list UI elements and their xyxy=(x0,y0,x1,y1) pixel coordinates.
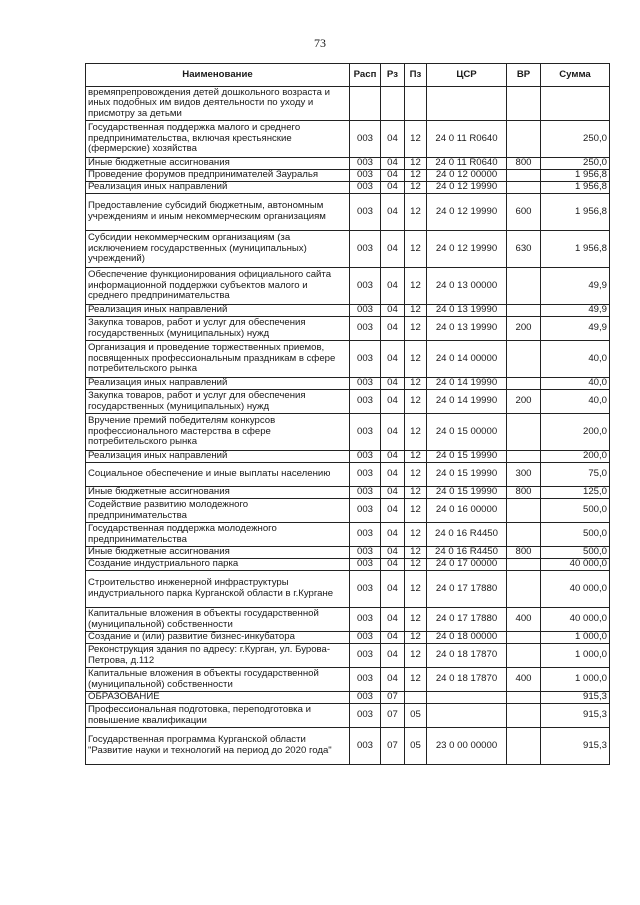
row-sum-cell: 40 000,0 xyxy=(541,559,610,571)
row-name-cell: Социальное обеспечение и иные выплаты населению xyxy=(86,463,350,487)
row-sum-cell: 915,3 xyxy=(541,692,610,704)
row-pz-cell: 12 xyxy=(405,608,427,632)
row-rz-cell: 04 xyxy=(381,341,405,378)
row-vr-cell xyxy=(507,499,541,523)
row-pz-cell: 05 xyxy=(405,728,427,765)
row-rasp-cell: 003 xyxy=(350,158,381,170)
table-row xyxy=(86,608,610,632)
row-sum-cell: 250,0 xyxy=(541,158,610,170)
row-rz-cell: 04 xyxy=(381,121,405,158)
row-vr-cell: 800 xyxy=(507,547,541,559)
table-header-row xyxy=(86,64,610,87)
row-sum-cell: 1 956,8 xyxy=(541,231,610,268)
row-name-cell: Реализация иных направлений xyxy=(86,305,350,317)
table-row xyxy=(86,87,610,121)
table-row xyxy=(86,341,610,378)
row-pz-cell: 12 xyxy=(405,390,427,414)
row-vr-cell xyxy=(507,341,541,378)
row-vr-cell xyxy=(507,692,541,704)
row-rz-cell: 04 xyxy=(381,547,405,559)
row-rasp-cell: 003 xyxy=(350,608,381,632)
row-pz-cell: 12 xyxy=(405,121,427,158)
row-sum-cell: 49,9 xyxy=(541,268,610,305)
row-rasp-cell: 003 xyxy=(350,571,381,608)
row-rasp-cell xyxy=(350,87,381,121)
row-vr-cell: 800 xyxy=(507,487,541,499)
column-header-rasp: Расп xyxy=(350,64,381,87)
row-rz-cell: 04 xyxy=(381,414,405,451)
row-csr-cell: 24 0 14 00000 xyxy=(427,341,507,378)
row-name-cell: времяпрепровождения детей дошкольного возраста и иных подобных им видов деятельности по уходу и присмотру за детьми xyxy=(86,87,350,121)
row-rasp-cell: 003 xyxy=(350,414,381,451)
row-name-cell: Закупка товаров, работ и услуг для обеспечения государственных (муниципальных) нужд xyxy=(86,390,350,414)
row-csr-cell: 24 0 16 R4450 xyxy=(427,547,507,559)
row-pz-cell: 12 xyxy=(405,231,427,268)
row-rz-cell: 07 xyxy=(381,728,405,765)
row-rasp-cell: 003 xyxy=(350,182,381,194)
row-rz-cell: 04 xyxy=(381,559,405,571)
table-row xyxy=(86,559,610,571)
row-rasp-cell: 003 xyxy=(350,632,381,644)
row-rz-cell: 04 xyxy=(381,305,405,317)
row-vr-cell xyxy=(507,378,541,390)
row-csr-cell: 24 0 12 19990 xyxy=(427,231,507,268)
row-rasp-cell: 003 xyxy=(350,668,381,692)
row-name-cell: Обеспечение функционирования официального сайта информационной поддержки субъектов малого и среднего предпринимательства xyxy=(86,268,350,305)
table-row xyxy=(86,487,610,499)
row-rasp-cell: 003 xyxy=(350,390,381,414)
row-rz-cell: 04 xyxy=(381,378,405,390)
row-pz-cell: 12 xyxy=(405,170,427,182)
table-row xyxy=(86,692,610,704)
row-rasp-cell: 003 xyxy=(350,378,381,390)
row-name-cell: Государственная программа Курганской области "Развитие науки и технологий на период до 2020 года" xyxy=(86,728,350,765)
row-pz-cell xyxy=(405,692,427,704)
row-rasp-cell: 003 xyxy=(350,451,381,463)
row-sum-cell: 125,0 xyxy=(541,487,610,499)
column-header-csr: ЦСР xyxy=(427,64,507,87)
row-vr-cell: 400 xyxy=(507,608,541,632)
row-name-cell: Реализация иных направлений xyxy=(86,378,350,390)
row-csr-cell: 24 0 18 00000 xyxy=(427,632,507,644)
row-pz-cell: 12 xyxy=(405,523,427,547)
row-rasp-cell: 003 xyxy=(350,499,381,523)
row-sum-cell: 200,0 xyxy=(541,451,610,463)
row-rz-cell: 04 xyxy=(381,608,405,632)
row-name-cell: Капитальные вложения в объекты государственной (муниципальной) собственности xyxy=(86,668,350,692)
row-name-cell: Реализация иных направлений xyxy=(86,451,350,463)
column-header-name: Наименование xyxy=(86,64,350,87)
row-rasp-cell: 003 xyxy=(350,317,381,341)
row-vr-cell: 800 xyxy=(507,158,541,170)
table-row xyxy=(86,317,610,341)
row-vr-cell: 300 xyxy=(507,463,541,487)
table-row xyxy=(86,728,610,765)
row-name-cell: Создание и (или) развитие бизнес-инкубатора xyxy=(86,632,350,644)
row-name-cell: Субсидии некоммерческим организациям (за исключением государственных (муниципальных) учреждений) xyxy=(86,231,350,268)
row-csr-cell: 24 0 12 19990 xyxy=(427,194,507,231)
row-rz-cell: 04 xyxy=(381,487,405,499)
row-pz-cell: 05 xyxy=(405,704,427,728)
row-vr-cell xyxy=(507,87,541,121)
row-rasp-cell: 003 xyxy=(350,341,381,378)
row-sum-cell: 500,0 xyxy=(541,499,610,523)
table-row xyxy=(86,499,610,523)
row-csr-cell: 24 0 12 19990 xyxy=(427,182,507,194)
row-rz-cell: 04 xyxy=(381,644,405,668)
row-csr-cell: 24 0 15 19990 xyxy=(427,463,507,487)
row-name-cell: Создание индустриального парка xyxy=(86,559,350,571)
row-vr-cell: 630 xyxy=(507,231,541,268)
row-rz-cell: 04 xyxy=(381,317,405,341)
row-sum-cell: 49,9 xyxy=(541,305,610,317)
column-header-vr: ВР xyxy=(507,64,541,87)
row-name-cell: Организация и проведение торжественных приемов, посвященных профессиональным праздникам в сфере потребительского рынка xyxy=(86,341,350,378)
row-csr-cell xyxy=(427,692,507,704)
row-name-cell: Реконструкция здания по адресу: г.Курган, ул. Бурова-Петрова, д.112 xyxy=(86,644,350,668)
row-csr-cell: 24 0 18 17870 xyxy=(427,668,507,692)
table-row xyxy=(86,231,610,268)
row-vr-cell xyxy=(507,305,541,317)
row-rasp-cell: 003 xyxy=(350,559,381,571)
row-csr-cell: 24 0 13 19990 xyxy=(427,317,507,341)
row-vr-cell xyxy=(507,121,541,158)
row-rasp-cell: 003 xyxy=(350,692,381,704)
table-row xyxy=(86,451,610,463)
budget-table xyxy=(85,63,610,765)
row-name-cell: Проведение форумов предпринимателей Зауралья xyxy=(86,170,350,182)
row-rz-cell: 04 xyxy=(381,632,405,644)
row-vr-cell xyxy=(507,571,541,608)
row-pz-cell: 12 xyxy=(405,268,427,305)
row-vr-cell xyxy=(507,559,541,571)
row-sum-cell: 1 000,0 xyxy=(541,632,610,644)
row-name-cell: Капитальные вложения в объекты государственной (муниципальной) собственности xyxy=(86,608,350,632)
row-rz-cell: 04 xyxy=(381,158,405,170)
row-vr-cell xyxy=(507,182,541,194)
row-csr-cell: 24 0 16 00000 xyxy=(427,499,507,523)
row-csr-cell xyxy=(427,704,507,728)
row-pz-cell: 12 xyxy=(405,451,427,463)
row-vr-cell xyxy=(507,644,541,668)
row-vr-cell: 600 xyxy=(507,194,541,231)
row-sum-cell: 1 956,8 xyxy=(541,182,610,194)
row-csr-cell: 23 0 00 00000 xyxy=(427,728,507,765)
row-pz-cell: 12 xyxy=(405,182,427,194)
table-row xyxy=(86,463,610,487)
row-name-cell: Иные бюджетные ассигнования xyxy=(86,158,350,170)
table-row xyxy=(86,305,610,317)
row-rasp-cell: 003 xyxy=(350,194,381,231)
table-row xyxy=(86,704,610,728)
row-rz-cell: 04 xyxy=(381,268,405,305)
row-rasp-cell: 003 xyxy=(350,547,381,559)
row-rz-cell: 04 xyxy=(381,499,405,523)
row-rz-cell: 04 xyxy=(381,451,405,463)
row-name-cell: Вручение премий победителям конкурсов профессионального мастерства в сфере потребительского рынка xyxy=(86,414,350,451)
row-pz-cell: 12 xyxy=(405,487,427,499)
row-rz-cell xyxy=(381,87,405,121)
row-rz-cell: 04 xyxy=(381,231,405,268)
row-vr-cell: 200 xyxy=(507,317,541,341)
row-name-cell: Закупка товаров, работ и услуг для обеспечения государственных (муниципальных) нужд xyxy=(86,317,350,341)
column-header-sum: Сумма xyxy=(541,64,610,87)
row-rz-cell: 04 xyxy=(381,668,405,692)
row-sum-cell: 915,3 xyxy=(541,728,610,765)
row-name-cell: Иные бюджетные ассигнования xyxy=(86,547,350,559)
row-pz-cell: 12 xyxy=(405,632,427,644)
row-sum-cell: 40 000,0 xyxy=(541,571,610,608)
row-sum-cell: 1 956,8 xyxy=(541,170,610,182)
row-rasp-cell: 003 xyxy=(350,523,381,547)
row-vr-cell: 200 xyxy=(507,390,541,414)
table-row xyxy=(86,158,610,170)
row-name-cell: ОБРАЗОВАНИЕ xyxy=(86,692,350,704)
row-pz-cell: 12 xyxy=(405,644,427,668)
row-csr-cell: 24 0 13 19990 xyxy=(427,305,507,317)
row-rasp-cell: 003 xyxy=(350,704,381,728)
row-name-cell: Государственная поддержка малого и среднего предпринимательства, включая крестьянские (фермерские) хозяйства xyxy=(86,121,350,158)
row-name-cell: Профессиональная подготовка, переподготовка и повышение квалификации xyxy=(86,704,350,728)
row-csr-cell xyxy=(427,87,507,121)
row-csr-cell: 24 0 15 19990 xyxy=(427,451,507,463)
row-pz-cell: 12 xyxy=(405,499,427,523)
row-vr-cell xyxy=(507,268,541,305)
row-csr-cell: 24 0 14 19990 xyxy=(427,378,507,390)
row-vr-cell xyxy=(507,728,541,765)
row-csr-cell: 24 0 14 19990 xyxy=(427,390,507,414)
row-pz-cell: 12 xyxy=(405,668,427,692)
row-csr-cell: 24 0 11 R0640 xyxy=(427,121,507,158)
row-name-cell: Реализация иных направлений xyxy=(86,182,350,194)
row-rz-cell: 07 xyxy=(381,692,405,704)
row-sum-cell: 200,0 xyxy=(541,414,610,451)
row-pz-cell: 12 xyxy=(405,305,427,317)
row-csr-cell: 24 0 17 17880 xyxy=(427,608,507,632)
row-sum-cell: 40,0 xyxy=(541,378,610,390)
row-sum-cell: 75,0 xyxy=(541,463,610,487)
row-rz-cell: 04 xyxy=(381,390,405,414)
table-row xyxy=(86,182,610,194)
row-vr-cell xyxy=(507,523,541,547)
row-vr-cell xyxy=(507,414,541,451)
table-row xyxy=(86,644,610,668)
row-name-cell: Строительство инженерной инфраструктуры индустриального парка Курганской области в г.Кургане xyxy=(86,571,350,608)
row-sum-cell: 915,3 xyxy=(541,704,610,728)
column-header-pz: Пз xyxy=(405,64,427,87)
row-rz-cell: 04 xyxy=(381,170,405,182)
row-csr-cell: 24 0 17 17880 xyxy=(427,571,507,608)
row-rasp-cell: 003 xyxy=(350,487,381,499)
row-pz-cell: 12 xyxy=(405,341,427,378)
table-row xyxy=(86,121,610,158)
row-sum-cell xyxy=(541,87,610,121)
row-sum-cell: 40,0 xyxy=(541,341,610,378)
column-header-rz: Рз xyxy=(381,64,405,87)
row-csr-cell: 24 0 17 00000 xyxy=(427,559,507,571)
table-row xyxy=(86,523,610,547)
row-pz-cell: 12 xyxy=(405,571,427,608)
table-row xyxy=(86,414,610,451)
row-vr-cell xyxy=(507,451,541,463)
row-name-cell: Содействие развитию молодежного предпринимательства xyxy=(86,499,350,523)
row-rasp-cell: 003 xyxy=(350,644,381,668)
page-number: 73 xyxy=(314,36,326,50)
row-rasp-cell: 003 xyxy=(350,121,381,158)
row-csr-cell: 24 0 13 00000 xyxy=(427,268,507,305)
row-rasp-cell: 003 xyxy=(350,268,381,305)
row-rz-cell: 04 xyxy=(381,571,405,608)
row-sum-cell: 500,0 xyxy=(541,547,610,559)
row-pz-cell: 12 xyxy=(405,158,427,170)
row-vr-cell xyxy=(507,632,541,644)
row-sum-cell: 1 000,0 xyxy=(541,644,610,668)
table-row xyxy=(86,571,610,608)
row-rz-cell: 04 xyxy=(381,463,405,487)
row-name-cell: Иные бюджетные ассигнования xyxy=(86,487,350,499)
row-sum-cell: 250,0 xyxy=(541,121,610,158)
row-pz-cell: 12 xyxy=(405,378,427,390)
row-csr-cell: 24 0 12 00000 xyxy=(427,170,507,182)
row-rasp-cell: 003 xyxy=(350,170,381,182)
table-row xyxy=(86,194,610,231)
row-rasp-cell: 003 xyxy=(350,463,381,487)
row-name-cell: Государственная поддержка молодежного предпринимательства xyxy=(86,523,350,547)
row-rasp-cell: 003 xyxy=(350,728,381,765)
table-row xyxy=(86,268,610,305)
row-rasp-cell: 003 xyxy=(350,231,381,268)
row-sum-cell: 49,9 xyxy=(541,317,610,341)
table-row xyxy=(86,632,610,644)
table-row xyxy=(86,390,610,414)
row-sum-cell: 1 956,8 xyxy=(541,194,610,231)
row-vr-cell xyxy=(507,704,541,728)
row-pz-cell xyxy=(405,87,427,121)
row-vr-cell xyxy=(507,170,541,182)
row-pz-cell: 12 xyxy=(405,194,427,231)
row-csr-cell: 24 0 18 17870 xyxy=(427,644,507,668)
row-rz-cell: 04 xyxy=(381,194,405,231)
row-rasp-cell: 003 xyxy=(350,305,381,317)
row-rz-cell: 04 xyxy=(381,523,405,547)
row-rz-cell: 04 xyxy=(381,182,405,194)
table-row xyxy=(86,547,610,559)
row-name-cell: Предоставление субсидий бюджетным, автономным учреждениям и иным некоммерческим организациям xyxy=(86,194,350,231)
row-csr-cell: 24 0 11 R0640 xyxy=(427,158,507,170)
row-sum-cell: 500,0 xyxy=(541,523,610,547)
row-pz-cell: 12 xyxy=(405,414,427,451)
row-csr-cell: 24 0 15 19990 xyxy=(427,487,507,499)
table-row xyxy=(86,378,610,390)
row-sum-cell: 1 000,0 xyxy=(541,668,610,692)
row-csr-cell: 24 0 16 R4450 xyxy=(427,523,507,547)
table-row xyxy=(86,668,610,692)
row-pz-cell: 12 xyxy=(405,547,427,559)
table-body xyxy=(86,87,610,765)
row-vr-cell: 400 xyxy=(507,668,541,692)
row-pz-cell: 12 xyxy=(405,463,427,487)
row-csr-cell: 24 0 15 00000 xyxy=(427,414,507,451)
row-sum-cell: 40,0 xyxy=(541,390,610,414)
row-pz-cell: 12 xyxy=(405,559,427,571)
row-rz-cell: 07 xyxy=(381,704,405,728)
table-row xyxy=(86,170,610,182)
row-pz-cell: 12 xyxy=(405,317,427,341)
row-sum-cell: 40 000,0 xyxy=(541,608,610,632)
